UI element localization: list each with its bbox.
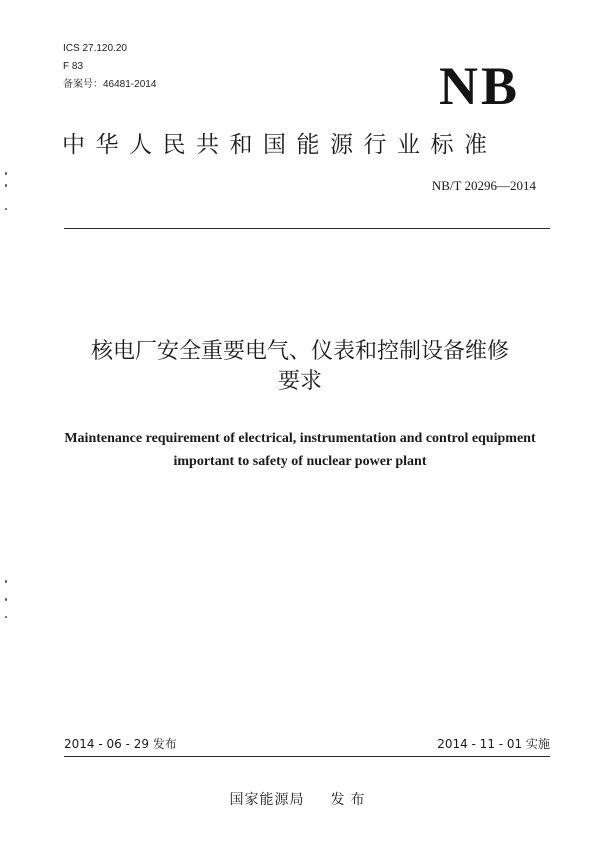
bottom-divider [64, 756, 550, 757]
scan-speck [5, 208, 7, 210]
title-english-line1: Maintenance requirement of electrical, instrumentation and control equipment [64, 431, 536, 446]
scan-speck [5, 580, 7, 583]
title-chinese [0, 337, 600, 397]
scan-speck [5, 172, 7, 175]
nb-logo: NB [438, 56, 520, 116]
top-divider [64, 228, 550, 229]
issuer-line [0, 790, 600, 810]
scan-speck [5, 184, 7, 187]
title-chinese-line2: 要求 [277, 369, 322, 394]
implement-date: 2014 - 11 - 01 实施 [437, 737, 550, 751]
title-english-line2: important to safety of nuclear power plant [173, 454, 427, 469]
issuer-action: 发布 [330, 792, 371, 808]
standard-name: 中华人民共和国能源行业标准 [62, 132, 498, 158]
ics-code: ICS 27.120.20 [63, 43, 127, 54]
standard-number: NB/T 20296—2014 [431, 178, 536, 193]
publish-date: 2014 - 06 - 29 发布 [64, 737, 177, 751]
ccs-code: F 83 [63, 61, 84, 72]
scan-speck [5, 616, 7, 618]
issuer-org: 国家能源局 [229, 792, 305, 808]
filing-number: 备案号：46481-2014 [63, 79, 157, 90]
scan-speck [5, 598, 7, 601]
title-chinese-line1: 核电厂安全重要电气、仪表和控制设备维修 [90, 339, 509, 364]
title-english [0, 427, 600, 473]
